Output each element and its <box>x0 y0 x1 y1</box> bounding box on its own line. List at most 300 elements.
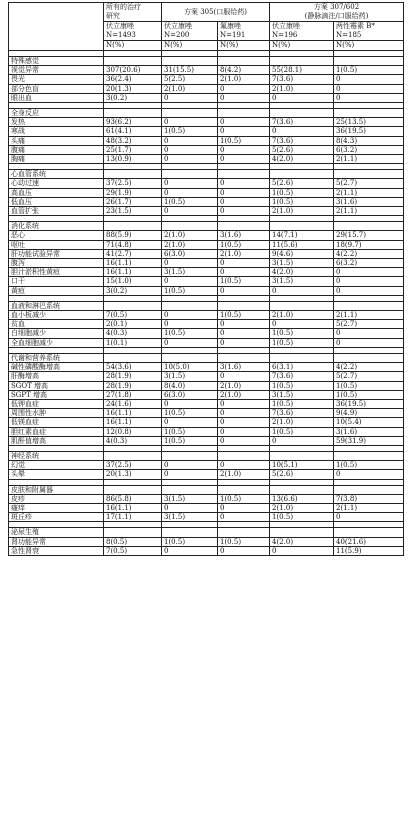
value-cell: 2(1.0) <box>270 84 334 93</box>
row-label: SGOT 增高 <box>9 381 104 390</box>
value-cell: 20(1.3) <box>104 84 162 93</box>
table-row <box>9 470 404 479</box>
value-cell: 18(9.7) <box>334 240 404 249</box>
table-row <box>9 372 404 381</box>
col-2-drug: 伏立康唑 <box>164 22 192 30</box>
value-cell: 2(1.1) <box>334 207 404 216</box>
value-cell: 1(0.5) <box>334 461 404 470</box>
section-title: 特殊感觉 <box>9 57 104 66</box>
col-2-n: N=200 <box>164 31 190 39</box>
value-cell: 0 <box>218 329 270 338</box>
value-cell: 4(0.3) <box>104 436 162 445</box>
table-row <box>9 513 404 522</box>
value-cell: 0 <box>270 127 334 136</box>
row-label: 低血压 <box>9 197 104 206</box>
value-cell: 2(1.0) <box>218 390 270 399</box>
value-cell: 5(2.7) <box>334 372 404 381</box>
value-cell: 16(1.1) <box>104 409 162 418</box>
value-cell: 25(13.5) <box>334 118 404 127</box>
value-cell: 0 <box>334 277 404 286</box>
section-empty-cell <box>218 528 270 537</box>
col-1-drug: 伏立康唑 <box>106 22 134 30</box>
section-title: 皮肤和附属器 <box>9 485 104 494</box>
value-cell: 0 <box>334 286 404 295</box>
value-cell: 0 <box>218 188 270 197</box>
section-empty-cell <box>270 485 334 494</box>
value-cell: 0 <box>218 268 270 277</box>
section-empty-cell <box>270 301 334 310</box>
row-label: 胆红素血症 <box>9 427 104 436</box>
value-cell: 4(2.0) <box>270 155 334 164</box>
value-cell: 0 <box>218 409 270 418</box>
value-cell: 6(3.0) <box>162 249 218 258</box>
value-cell: 1(0.5) <box>162 127 218 136</box>
value-cell: 16(1.1) <box>104 418 162 427</box>
header-plan-305: 方案 305(口服给药) <box>162 3 270 22</box>
value-cell: 2(1.0) <box>270 503 334 512</box>
section-empty-cell <box>270 222 334 231</box>
value-cell: 48(3.2) <box>104 136 162 145</box>
value-cell: 1(0.5) <box>162 436 218 445</box>
table-row <box>9 231 404 240</box>
value-cell: 0 <box>162 503 218 512</box>
value-cell: 0 <box>218 418 270 427</box>
value-cell: 93(6.2) <box>104 118 162 127</box>
value-cell: 0 <box>162 155 218 164</box>
value-cell: 3(1.6) <box>334 427 404 436</box>
value-cell: 16(1.1) <box>104 259 162 268</box>
header-plan-307-title: 方案 307/602 <box>313 3 360 11</box>
value-cell: 0 <box>334 75 404 84</box>
table-row <box>9 249 404 258</box>
value-cell: 3(1.5) <box>162 494 218 503</box>
value-cell: 6(3.1) <box>270 363 334 372</box>
value-cell: 7(3.6) <box>270 136 334 145</box>
value-cell: 1(0.1) <box>104 338 162 347</box>
value-cell: 1(0.5) <box>162 409 218 418</box>
value-cell: 2(0.1) <box>104 320 162 329</box>
value-cell: 0 <box>218 155 270 164</box>
row-label: 全血细胞减少 <box>9 338 104 347</box>
adverse-events-table <box>8 2 404 556</box>
section-empty-cell <box>162 451 218 460</box>
row-label: 幻觉 <box>9 461 104 470</box>
value-cell: 3(1.6) <box>218 363 270 372</box>
table-row <box>9 240 404 249</box>
value-cell: 0 <box>270 320 334 329</box>
section-empty-cell <box>218 109 270 118</box>
section-title: 代谢和营养系统 <box>9 353 104 362</box>
table-row <box>9 546 404 555</box>
section-row <box>9 109 404 118</box>
value-cell: 3(1.5) <box>162 268 218 277</box>
value-cell: 0 <box>162 418 218 427</box>
value-cell: 0 <box>218 461 270 470</box>
value-cell: 0 <box>162 338 218 347</box>
row-label: 肌酐值增高 <box>9 436 104 445</box>
section-empty-cell <box>270 170 334 179</box>
value-cell: 0 <box>218 436 270 445</box>
value-cell: 1(0.5) <box>270 329 334 338</box>
value-cell: 1(0.5) <box>218 311 270 320</box>
table-row <box>9 503 404 512</box>
value-cell: 2(1.0) <box>162 84 218 93</box>
section-empty-cell <box>162 109 218 118</box>
value-cell: 1(0.5) <box>218 277 270 286</box>
value-cell: 8(0.5) <box>104 537 162 546</box>
value-cell: 1(0.5) <box>218 537 270 546</box>
value-cell: 0 <box>162 207 218 216</box>
value-cell: 17(1.1) <box>104 513 162 522</box>
table-row <box>9 197 404 206</box>
section-empty-cell <box>162 528 218 537</box>
table-row <box>9 93 404 102</box>
value-cell: 7(0.5) <box>104 311 162 320</box>
section-empty-cell <box>104 301 162 310</box>
value-cell: 0 <box>218 259 270 268</box>
table-row <box>9 320 404 329</box>
value-cell: 28(1.9) <box>104 381 162 390</box>
section-empty-cell <box>218 170 270 179</box>
section-empty-cell <box>218 353 270 362</box>
value-cell: 71(4.8) <box>104 240 162 249</box>
value-cell: 0 <box>162 320 218 329</box>
row-label: 血小板减少 <box>9 311 104 320</box>
value-cell: 0 <box>162 311 218 320</box>
value-cell: 0 <box>218 286 270 295</box>
value-cell: 0 <box>334 338 404 347</box>
section-empty-cell <box>104 57 162 66</box>
value-cell: 7(3.6) <box>270 372 334 381</box>
row-label: 贫血 <box>9 320 104 329</box>
section-row <box>9 353 404 362</box>
header-plan-307 <box>270 3 404 22</box>
table-row <box>9 399 404 408</box>
table-row <box>9 207 404 216</box>
value-cell: 9(4.9) <box>334 409 404 418</box>
value-cell: 3(1.6) <box>218 231 270 240</box>
table-row <box>9 427 404 436</box>
value-cell: 36(2.4) <box>104 75 162 84</box>
row-label: 寒战 <box>9 127 104 136</box>
value-cell: 37(2.5) <box>104 179 162 188</box>
row-label: 口干 <box>9 277 104 286</box>
value-cell: 0 <box>162 470 218 479</box>
value-cell: 41(2.7) <box>104 249 162 258</box>
section-empty-cell <box>270 109 334 118</box>
table-row <box>9 494 404 503</box>
row-label: 发热 <box>9 118 104 127</box>
table-row <box>9 286 404 295</box>
row-label: 部分色盲 <box>9 84 104 93</box>
value-cell: 307(20.6) <box>104 66 162 75</box>
row-label: 皮疹 <box>9 494 104 503</box>
value-cell: 0 <box>162 145 218 154</box>
table-row <box>9 277 404 286</box>
value-cell: 0 <box>162 546 218 555</box>
table-row <box>9 136 404 145</box>
value-cell: 15(1.0) <box>104 277 162 286</box>
value-cell: 6(3.0) <box>162 390 218 399</box>
value-cell: 8(4.2) <box>218 66 270 75</box>
section-empty-cell <box>334 528 404 537</box>
header-col-3 <box>218 22 270 41</box>
section-empty-cell <box>270 57 334 66</box>
row-label: 呕吐 <box>9 240 104 249</box>
header-col-2 <box>162 22 218 41</box>
value-cell: 3(1.5) <box>270 259 334 268</box>
row-label: 白细胞减少 <box>9 329 104 338</box>
value-cell: 0 <box>162 277 218 286</box>
section-empty-cell <box>334 451 404 460</box>
header-blank <box>9 3 104 51</box>
section-empty-cell <box>334 109 404 118</box>
value-cell: 54(3.6) <box>104 363 162 372</box>
section-empty-cell <box>104 109 162 118</box>
row-label: 黄疸 <box>9 286 104 295</box>
value-cell: 2(1.0) <box>270 311 334 320</box>
row-label: 胆汁淤积性黄疸 <box>9 268 104 277</box>
value-cell: 2(1.0) <box>218 470 270 479</box>
table-row <box>9 311 404 320</box>
value-cell: 59(31.9) <box>334 436 404 445</box>
section-empty-cell <box>104 451 162 460</box>
section-row <box>9 485 404 494</box>
table-row <box>9 155 404 164</box>
value-cell: 6(3.2) <box>334 259 404 268</box>
value-cell: 0 <box>218 179 270 188</box>
value-cell: 0 <box>270 93 334 102</box>
value-cell: 1(0.5) <box>218 240 270 249</box>
value-cell: 13(0.9) <box>104 155 162 164</box>
table-row <box>9 259 404 268</box>
value-cell: 28(1.9) <box>104 372 162 381</box>
value-cell: 2(1.0) <box>270 207 334 216</box>
value-cell: 2(1.1) <box>334 503 404 512</box>
value-cell: 5(2.7) <box>334 320 404 329</box>
section-empty-cell <box>218 485 270 494</box>
table-row <box>9 118 404 127</box>
unit-col-5: N(%) <box>334 41 404 51</box>
value-cell: 8(4.3) <box>334 136 404 145</box>
value-cell: 0 <box>270 546 334 555</box>
value-cell: 36(19.5) <box>334 399 404 408</box>
value-cell: 1(0.5) <box>218 136 270 145</box>
section-title: 泌尿生殖 <box>9 528 104 537</box>
value-cell: 7(0.5) <box>104 546 162 555</box>
value-cell: 1(0.5) <box>162 427 218 436</box>
header-col-4 <box>270 22 334 41</box>
section-row <box>9 170 404 179</box>
value-cell: 1(0.5) <box>270 399 334 408</box>
value-cell: 2(1.0) <box>270 418 334 427</box>
value-cell: 10(5.4) <box>334 418 404 427</box>
value-cell: 4(0.3) <box>104 329 162 338</box>
table-row <box>9 381 404 390</box>
value-cell: 1(0.5) <box>162 286 218 295</box>
value-cell: 0 <box>218 93 270 102</box>
value-cell: 1(0.5) <box>334 381 404 390</box>
row-label: 心动过速 <box>9 179 104 188</box>
value-cell: 0 <box>218 320 270 329</box>
section-empty-cell <box>334 222 404 231</box>
value-cell: 0 <box>218 399 270 408</box>
value-cell: 0 <box>270 286 334 295</box>
col-4-n: N=196 <box>272 31 298 39</box>
value-cell: 1(0.5) <box>218 494 270 503</box>
document-page <box>8 2 411 556</box>
value-cell: 3(1.6) <box>334 197 404 206</box>
header-plan-307-sub: (静脉滴注/口服给药) <box>304 12 369 20</box>
value-cell: 7(3.6) <box>270 75 334 84</box>
col-1-n: N=1493 <box>106 31 136 39</box>
value-cell: 2(1.1) <box>334 188 404 197</box>
section-empty-cell <box>162 57 218 66</box>
header-all-line-1: 所有的治疗 <box>106 3 141 11</box>
section-empty-cell <box>104 222 162 231</box>
col-3-drug: 氟康唑 <box>220 22 241 30</box>
value-cell: 1(0.5) <box>270 513 334 522</box>
section-empty-cell <box>270 528 334 537</box>
row-label: 视觉异常 <box>9 66 104 75</box>
value-cell: 0 <box>162 179 218 188</box>
section-row <box>9 222 404 231</box>
value-cell: 31(15.5) <box>162 66 218 75</box>
section-empty-cell <box>334 485 404 494</box>
value-cell: 10(5.0) <box>162 363 218 372</box>
value-cell: 86(5.8) <box>104 494 162 503</box>
value-cell: 4(2.0) <box>270 537 334 546</box>
value-cell: 7(3.6) <box>270 118 334 127</box>
value-cell: 0 <box>270 436 334 445</box>
value-cell: 55(28.1) <box>270 66 334 75</box>
value-cell: 40(21.6) <box>334 537 404 546</box>
row-label: 斑丘疹 <box>9 513 104 522</box>
section-row <box>9 57 404 66</box>
value-cell: 24(1.6) <box>104 399 162 408</box>
value-cell: 3(1.5) <box>162 372 218 381</box>
value-cell: 0 <box>218 118 270 127</box>
value-cell: 2(1.0) <box>162 231 218 240</box>
row-label: 周围性水肿 <box>9 409 104 418</box>
value-cell: 27(1.8) <box>104 390 162 399</box>
section-empty-cell <box>218 57 270 66</box>
value-cell: 2(1.0) <box>218 75 270 84</box>
value-cell: 29(15.7) <box>334 231 404 240</box>
value-cell: 0 <box>218 427 270 436</box>
value-cell: 0 <box>218 372 270 381</box>
section-empty-cell <box>162 170 218 179</box>
value-cell: 3(0.2) <box>104 93 162 102</box>
row-label: 眼出血 <box>9 93 104 102</box>
table-row <box>9 390 404 399</box>
value-cell: 23(1.5) <box>104 207 162 216</box>
value-cell: 0 <box>162 118 218 127</box>
section-empty-cell <box>162 301 218 310</box>
value-cell: 5(2.6) <box>270 179 334 188</box>
value-cell: 37(2.5) <box>104 461 162 470</box>
value-cell: 0 <box>218 503 270 512</box>
value-cell: 1(0.5) <box>270 188 334 197</box>
value-cell: 1(0.5) <box>162 197 218 206</box>
value-cell: 12(0.8) <box>104 427 162 436</box>
value-cell: 1(0.5) <box>270 338 334 347</box>
row-label: 腹泻 <box>9 259 104 268</box>
value-cell: 0 <box>218 145 270 154</box>
header-all-studies <box>104 3 162 22</box>
table-row <box>9 436 404 445</box>
value-cell: 0 <box>334 329 404 338</box>
value-cell: 61(4.1) <box>104 127 162 136</box>
section-title: 全身反应 <box>9 109 104 118</box>
value-cell: 16(1.1) <box>104 503 162 512</box>
table-row <box>9 75 404 84</box>
value-cell: 0 <box>334 93 404 102</box>
row-label: 肝功能试验异常 <box>9 249 104 258</box>
value-cell: 2(1.0) <box>218 381 270 390</box>
value-cell: 3(1.5) <box>270 277 334 286</box>
value-cell: 3(1.5) <box>270 390 334 399</box>
section-empty-cell <box>334 170 404 179</box>
section-empty-cell <box>162 485 218 494</box>
table-row <box>9 418 404 427</box>
section-empty-cell <box>104 353 162 362</box>
value-cell: 0 <box>218 513 270 522</box>
value-cell: 0 <box>218 197 270 206</box>
value-cell: 3(1.5) <box>162 513 218 522</box>
row-label: SGPT 增高 <box>9 390 104 399</box>
section-title: 心血管系统 <box>9 170 104 179</box>
value-cell: 6(3.2) <box>334 145 404 154</box>
row-label: 高血压 <box>9 188 104 197</box>
col-5-n: N=185 <box>336 31 362 39</box>
section-empty-cell <box>218 301 270 310</box>
value-cell: 13(6.6) <box>270 494 334 503</box>
value-cell: 88(5.9) <box>104 231 162 240</box>
value-cell: 0 <box>162 188 218 197</box>
table-row <box>9 329 404 338</box>
table-row <box>9 145 404 154</box>
value-cell: 0 <box>334 268 404 277</box>
table-row <box>9 363 404 372</box>
value-cell: 0 <box>162 259 218 268</box>
value-cell: 5(2.5) <box>162 75 218 84</box>
value-cell: 0 <box>334 513 404 522</box>
row-label: 头痛 <box>9 136 104 145</box>
value-cell: 4(2.2) <box>334 249 404 258</box>
col-3-n: N=191 <box>220 31 246 39</box>
row-label: 头晕 <box>9 470 104 479</box>
table-row <box>9 127 404 136</box>
row-label: 肝酶增高 <box>9 372 104 381</box>
unit-col-4: N(%) <box>270 41 334 51</box>
header-row-1 <box>9 3 404 22</box>
value-cell: 5(2.7) <box>334 179 404 188</box>
value-cell: 0 <box>218 84 270 93</box>
row-label: 低镁血症 <box>9 418 104 427</box>
table-row <box>9 84 404 93</box>
col-5-drug: 两性霉素 B* <box>336 22 375 30</box>
value-cell: 7(3.8) <box>334 494 404 503</box>
value-cell: 10(5.1) <box>270 461 334 470</box>
value-cell: 2(1.0) <box>218 249 270 258</box>
section-empty-cell <box>104 485 162 494</box>
section-title: 神经系统 <box>9 451 104 460</box>
value-cell: 29(1.9) <box>104 188 162 197</box>
value-cell: 1(0.5) <box>162 537 218 546</box>
table-row <box>9 338 404 347</box>
value-cell: 11(5.9) <box>334 546 404 555</box>
